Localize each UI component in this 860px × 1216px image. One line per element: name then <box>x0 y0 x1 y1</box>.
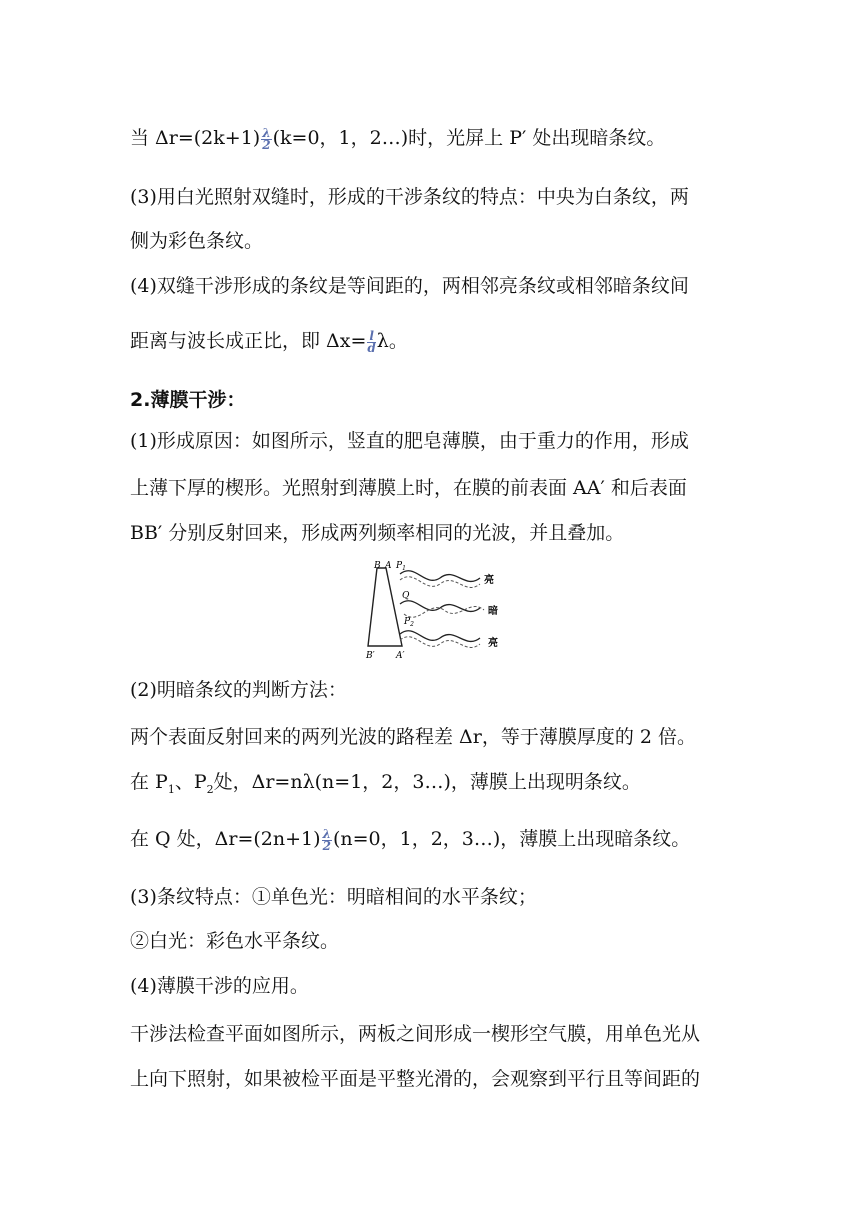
label-q: Q <box>402 591 410 601</box>
text-line <box>130 125 665 151</box>
text-line: (4)双缝干涉形成的条纹是等间距的，两相邻亮条纹或相邻暗条纹间 <box>130 275 689 297</box>
text-line: BB′ 分别反射回来，形成两列频率相同的光波，并且叠加。 <box>130 522 625 544</box>
text-line: 上向下照射，如果被检平面是平整光滑的，会观察到平行且等间距的 <box>130 1068 701 1090</box>
text-line: 侧为彩色条纹。 <box>130 230 264 252</box>
fraction-lambda-over-2: $\frac{\lambda}{2}$ <box>262 125 271 152</box>
text-line: 上薄下厚的楔形。光照射到薄膜上时，在膜的前表面 AA′ 和后表面 <box>130 477 687 499</box>
label-p2: $P_2$ <box>404 617 414 628</box>
wave-bright-2 <box>400 631 480 642</box>
label-a: A <box>385 561 392 571</box>
label-bright-2: 亮 <box>488 638 498 649</box>
text: 当 Δr=(2k+1) <box>130 127 261 149</box>
text-line: 在 $P_1$、$P_2$处，Δr=nλ(n=1，2，3…)，薄膜上出现明条纹。 <box>130 771 641 796</box>
text-line: (2)明暗条纹的判断方法： <box>130 679 347 701</box>
text-line: (1)形成原因：如图所示，竖直的肥皂薄膜，由于重力的作用，形成 <box>130 430 689 452</box>
fraction-lambda-over-2: $\frac{\lambda}{2}$ <box>322 826 331 853</box>
label-b-prime: B′ <box>366 651 375 661</box>
wave-bright-1 <box>400 571 480 582</box>
text-line: 距离与波长成正比，即 Δx= $\frac{l}{d}$ λ。 <box>130 328 408 355</box>
film-wedge <box>368 568 402 646</box>
text-line: ②白光：彩色水平条纹。 <box>130 930 340 952</box>
text-line: (3)用白光照射双缝时，形成的干涉条纹的特点：中央为白条纹，两 <box>130 186 689 208</box>
text-line: 两个表面反射回来的两列光波的路程差 Δr，等于薄膜厚度的 2 倍。 <box>130 726 697 748</box>
wave-dark <box>400 601 480 612</box>
label-p1: $P_1$ <box>396 561 406 572</box>
text-line: (4)薄膜干涉的应用。 <box>130 975 309 997</box>
fraction-l-over-d: $\frac{l}{d}$ <box>367 328 376 355</box>
thin-film-figure <box>360 558 510 666</box>
label-bright-1: 亮 <box>484 575 494 586</box>
text-line: 在 Q 处，Δr=(2n+1) $\frac{\lambda}{2}$ (n=0，1，2，3…)，薄膜上出现暗条纹。 <box>130 826 691 853</box>
text: (k=0，1，2…)时，光屏上 P′ 处出现暗条纹。 <box>272 127 666 149</box>
text-line: 干涉法检查平面如图所示，两板之间形成一楔形空气膜，用单色光从 <box>130 1023 701 1045</box>
label-dark: 暗 <box>488 606 498 617</box>
label-b: B <box>374 561 381 571</box>
label-a-prime: A′ <box>396 651 405 661</box>
text-line: (3)条纹特点：①单色光：明暗相间的水平条纹； <box>130 886 537 908</box>
section-heading: 2.薄膜干涉： <box>130 389 246 411</box>
